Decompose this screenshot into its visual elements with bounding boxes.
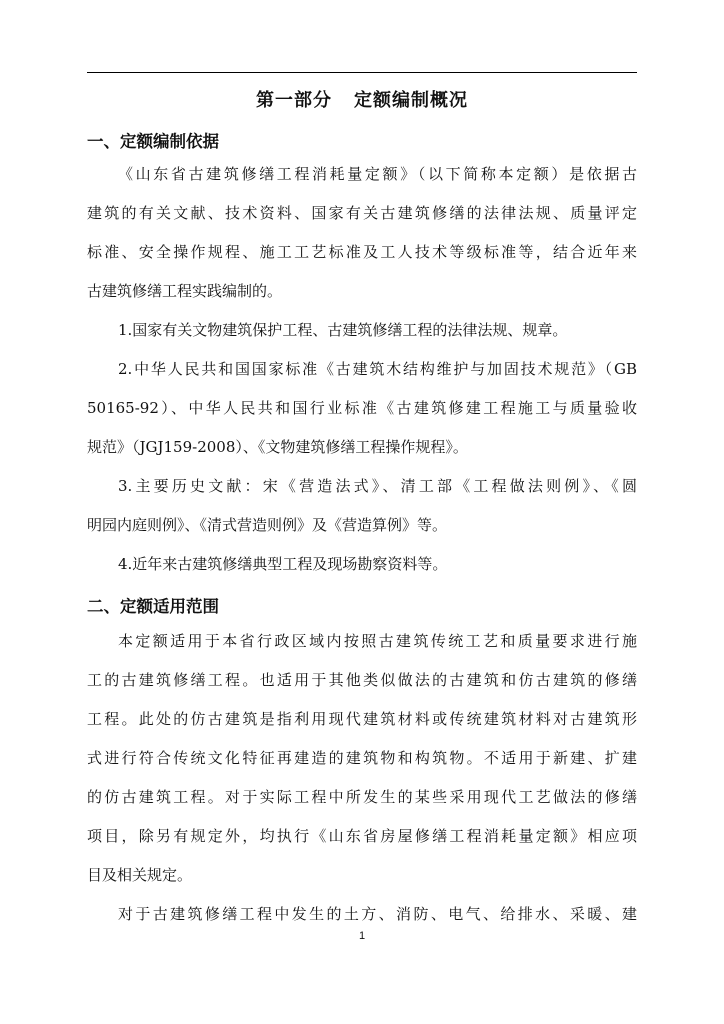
list-item: 1.国家有关文物建筑保护工程、古建筑修缮工程的法律法规、规章。	[118, 321, 568, 339]
paragraph-line: 《山东省古建筑修缮工程消耗量定额》（以下简称本定额）是依据古	[118, 165, 637, 183]
list-item-continued: 规范》（JGJ159-2008）、《文物建筑修缮工程操作规程》。	[87, 438, 468, 456]
list-item: 4.近年来古建筑修缮典型工程及现场勘察资料等。	[118, 555, 448, 573]
title-name: 定额编制概况	[354, 90, 468, 111]
paragraph-line: 对于古建筑修缮工程中发生的土方、消防、电气、给排水、采暖、建	[118, 905, 637, 923]
list-item: 2.中华人民共和国国家标准《古建筑木结构维护与加固技术规范》（GB	[118, 360, 637, 378]
page-title	[87, 86, 637, 112]
paragraph-line: 本定额适用于本省行政区域内按照古建筑传统工艺和质量要求进行施	[118, 632, 637, 650]
paragraph-line: 标准、安全操作规程、施工工艺标准及工人技术等级标准等，结合近年来	[87, 243, 637, 261]
section-heading-basis: 一、定额编制依据	[87, 132, 219, 151]
header-rule	[87, 72, 637, 73]
paragraph-line: 建筑的有关文献、技术资料、国家有关古建筑修缮的法律法规、质量评定	[87, 204, 637, 222]
paragraph-line: 的仿古建筑工程。对于实际工程中所发生的某些采用现代工艺做法的修缮	[87, 788, 637, 806]
list-item-continued: 明园内庭则例》、《清式营造则例》及《营造算例》等。	[87, 516, 448, 534]
paragraph-line: 古建筑修缮工程实践编制的。	[87, 282, 283, 300]
section-heading-scope: 二、定额适用范围	[87, 597, 219, 616]
list-item-continued: 50165-92）、中华人民共和国行业标准《古建筑修建工程施工与质量验收	[87, 399, 637, 417]
paragraph-line: 目及相关规定。	[87, 866, 193, 884]
paragraph-line: 工程。此处的仿古建筑是指利用现代建筑材料或传统建筑材料对古建筑形	[87, 710, 637, 728]
title-part: 第一部分	[256, 90, 332, 111]
list-item: 3.主要历史文献：宋《营造法式》、清工部《工程做法则例》、《圆	[118, 477, 637, 495]
paragraph-line: 项目，除另有规定外，均执行《山东省房屋修缮工程消耗量定额》相应项	[87, 827, 637, 845]
paragraph-line: 工的古建筑修缮工程。也适用于其他类似做法的古建筑和仿古建筑的修缮	[87, 671, 637, 689]
paragraph-line: 式进行符合传统文化特征再建造的建筑物和构筑物。不适用于新建、扩建	[87, 749, 637, 767]
page-number: 1	[358, 930, 366, 942]
